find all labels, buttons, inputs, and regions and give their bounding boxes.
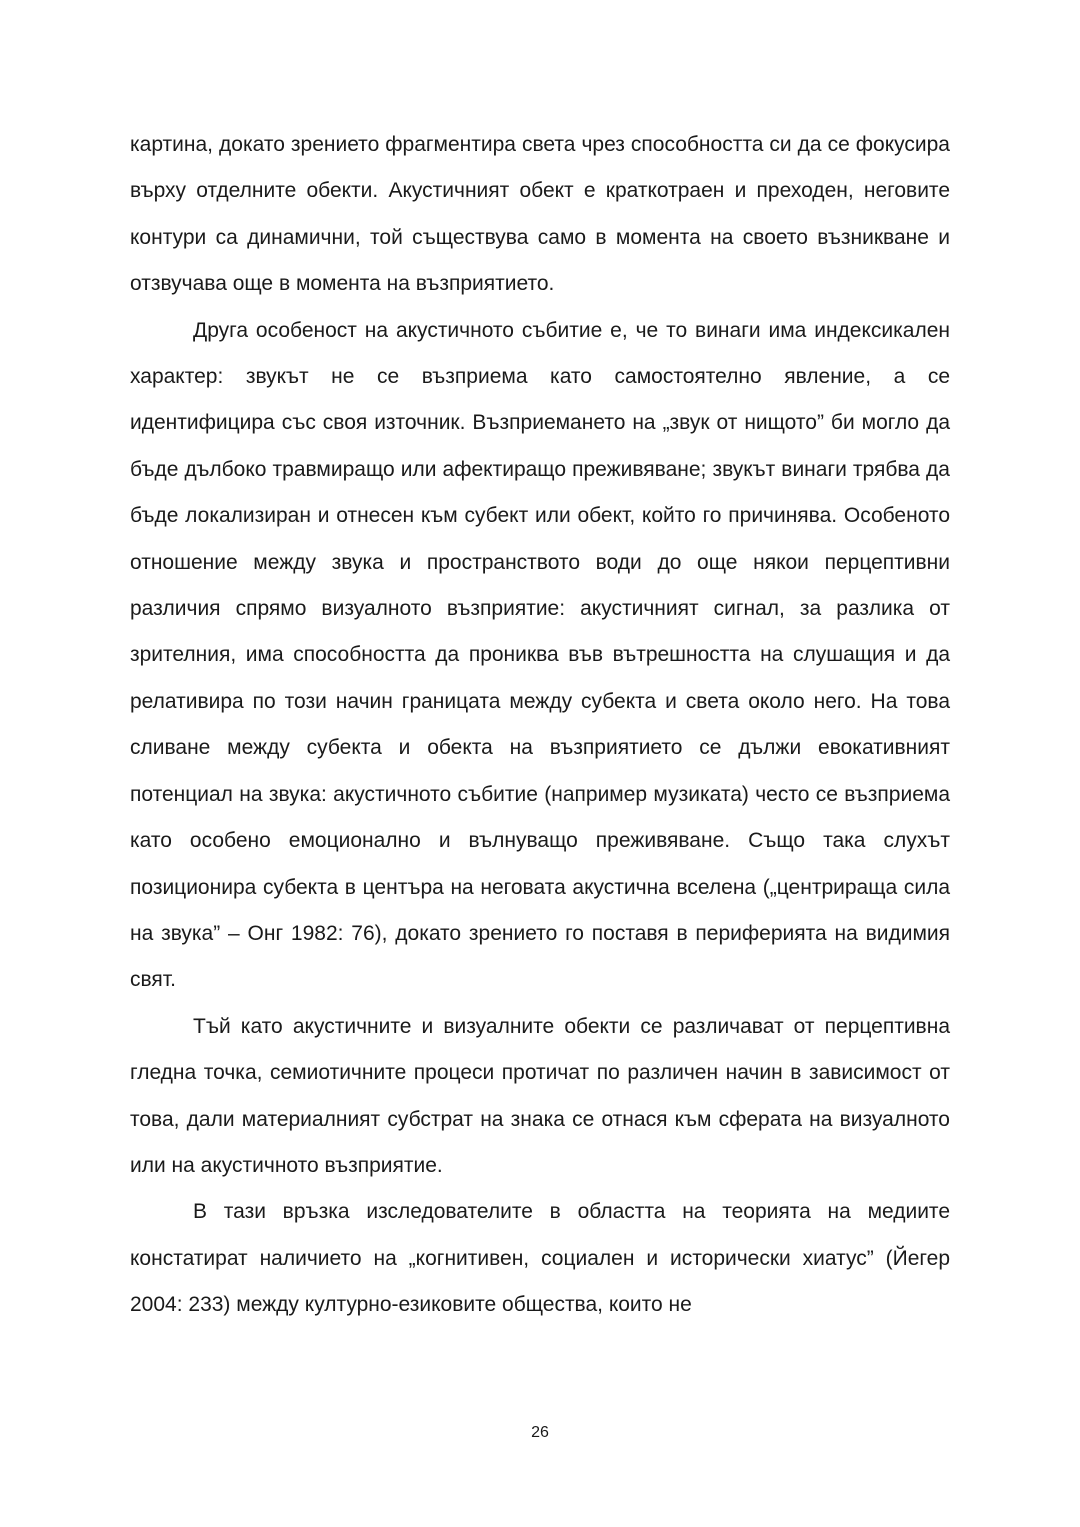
text-body bbox=[130, 122, 950, 1329]
paragraph-2: Друга особеност на акустичното събитие е, че то винаги има индексикален характер: звукът не се възприема като самостоятелно явление, а се идентифицира със своя източник. Възприемането на „звук от нищото” би могло да бъде дълбоко травмиращо или афектиращо преживяване; звукът винаги трябва да бъде локализиран и отнесен към субект или обект, който го причинява. Особеното отношение между звука и пространството води до още някои перцептивни различия спрямо визуалното възприятие: акустичният сигнал, за разлика от зрителния, има способността да прониква във вътрешността на слушащия и да релативира по този начин границата между субекта и света около него. На това сливане между субекта и обекта на възприятието се дължи евокативният потенциал на звука: акустичното събитие (например музиката) често се възприема като особено емоционално и вълнуващо преживяване. Също така слухът позиционира субекта в центъра на неговата акустична вселена („центрираща сила на звука” – Онг 1982: 76), докато зрението го поставя в периферията на видимия свят. bbox=[130, 318, 950, 992]
paragraph-1: картина, докато зрението фрагментира света чрез способността си да се фокусира върху отделните обекти. Акустичният обект е краткотраен и преходен, неговите контури са динамични, той съществува само в момента на своето възникване и отзвучава още в момента на възприятието. bbox=[130, 133, 950, 296]
page-number: 26 bbox=[531, 1424, 549, 1441]
paragraph-4: В тази връзка изследователите в областта на теорията на медиите констатират наличието на „когнитивен, социален и исторически хиатус” (Йегер 2004: 233) между културно-езиковите общества, които не bbox=[130, 1200, 950, 1317]
paragraph-3: Тъй като акустичните и визуалните обекти се различават от перцептивна гледна точка, семиотичните процеси протичат по различен начин в зависимост от това, дали материалният субстрат на знака се отнася към сферата на визуалното или на акустичното възприятие. bbox=[130, 1014, 950, 1177]
